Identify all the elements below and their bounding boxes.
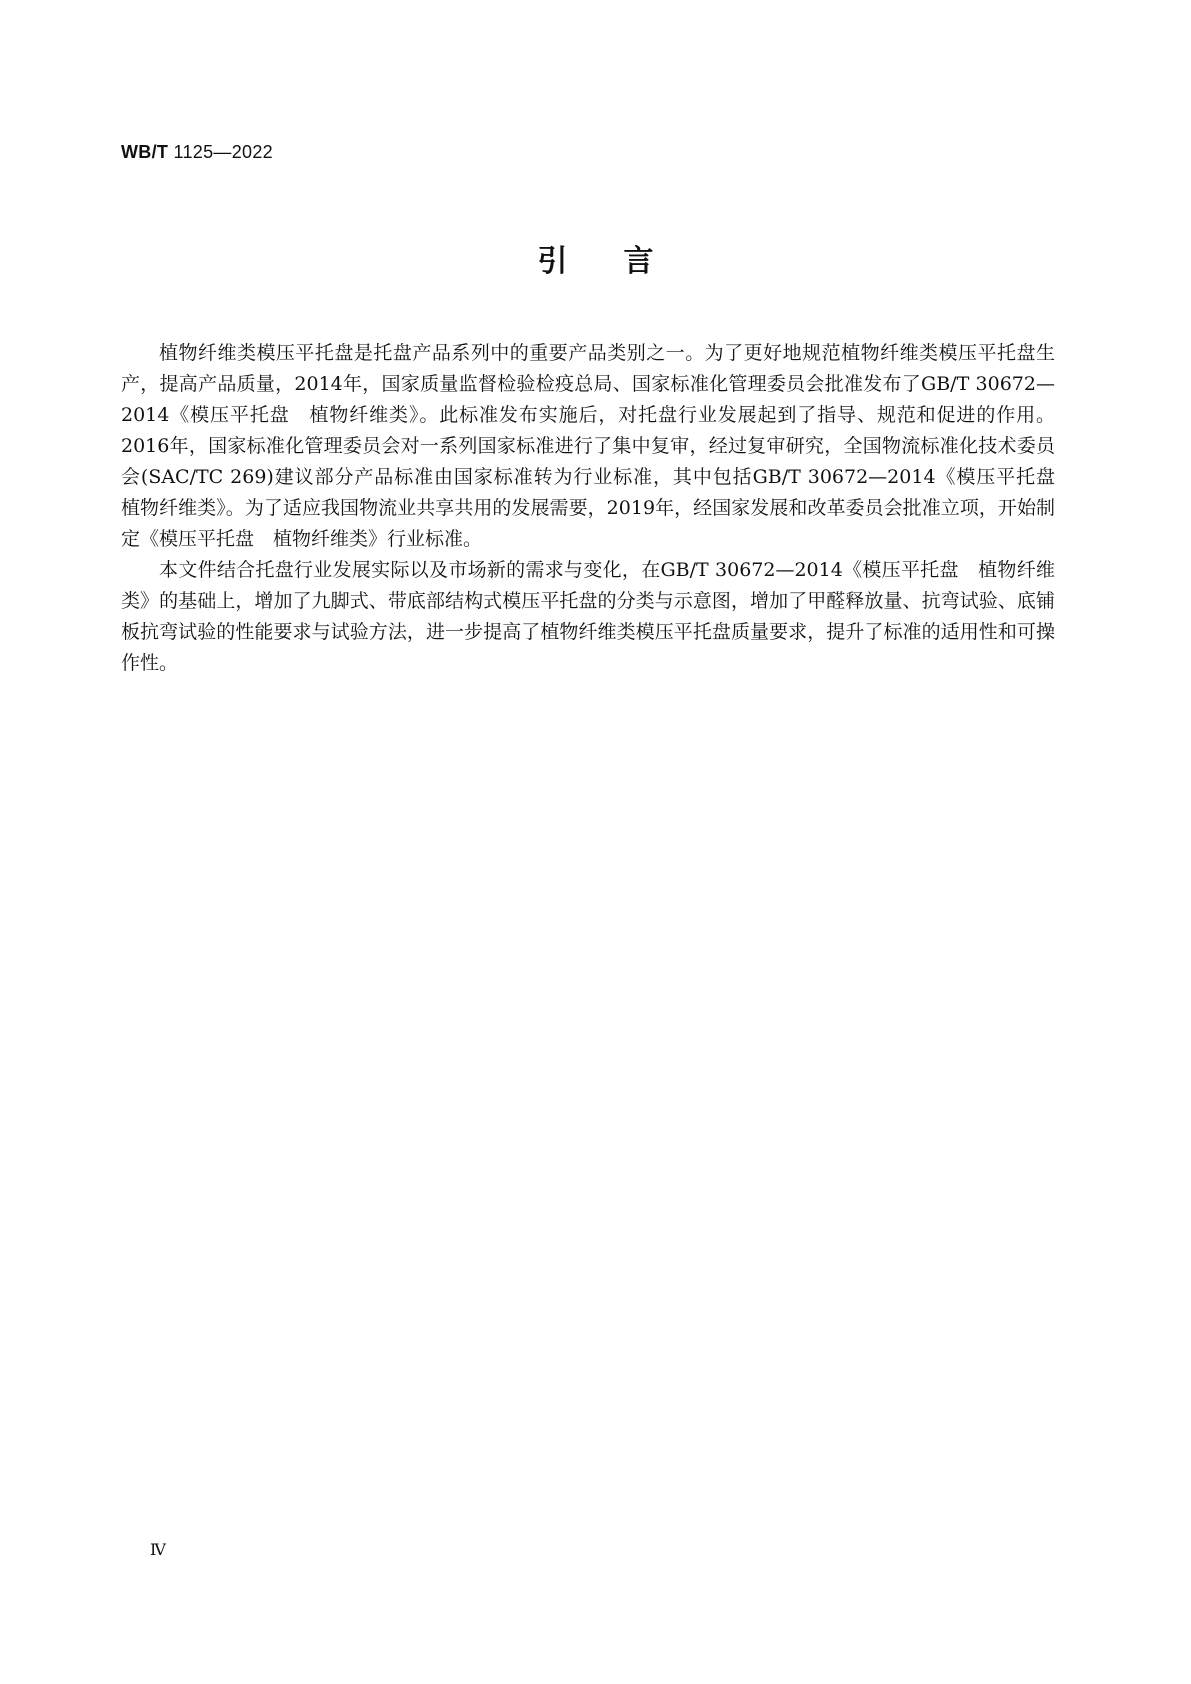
- paragraph: 本文件结合托盘行业发展实际以及市场新的需求与变化，在GB/T 30672—2014《模压平托盘 植物纤维类》的基础上，增加了九脚式、带底部结构式模压平托盘的分类与示意图，增加了甲醛释放量、抗弯试验、底铺板抗弯试验的性能要求与试验方法，进一步提高了植物纤维类模压平托盘质量要求，提升了标准的适用性和可操作性。: [121, 559, 1055, 674]
- introduction-body: [121, 338, 1075, 679]
- page-title: 引言: [537, 244, 710, 279]
- page-number: Ⅳ: [150, 1540, 166, 1559]
- paragraph: 植物纤维类模压平托盘是托盘产品系列中的重要产品类别之一。为了更好地规范植物纤维类模压平托盘生产，提高产品质量，2014年，国家质量监督检验检疫总局、国家标准化管理委员会批准发布了GB/T 30672—2014《模压平托盘 植物纤维类》。此标准发布实施后，对托盘行业发展起到了指导、规范和促进的作用。2016年，国家标准化管理委员会对一系列国家标准进行了集中复审，经过复审研究，全国物流标准化技术委员会(SAC/TC 269)建议部分产品标准由国家标准转为行业标准，其中包括GB/T 30672—2014《模压平托盘 植物纤维类》。为了适应我国物流业共享共用的发展需要，2019年，经国家发展和改革委员会批准立项，开始制定《模压平托盘 植物纤维类》行业标准。: [121, 342, 1075, 550]
- standard-code-number: 1125—2022: [168, 142, 273, 162]
- standard-code-header: [121, 142, 273, 163]
- standard-code-prefix: WB/T: [121, 142, 169, 162]
